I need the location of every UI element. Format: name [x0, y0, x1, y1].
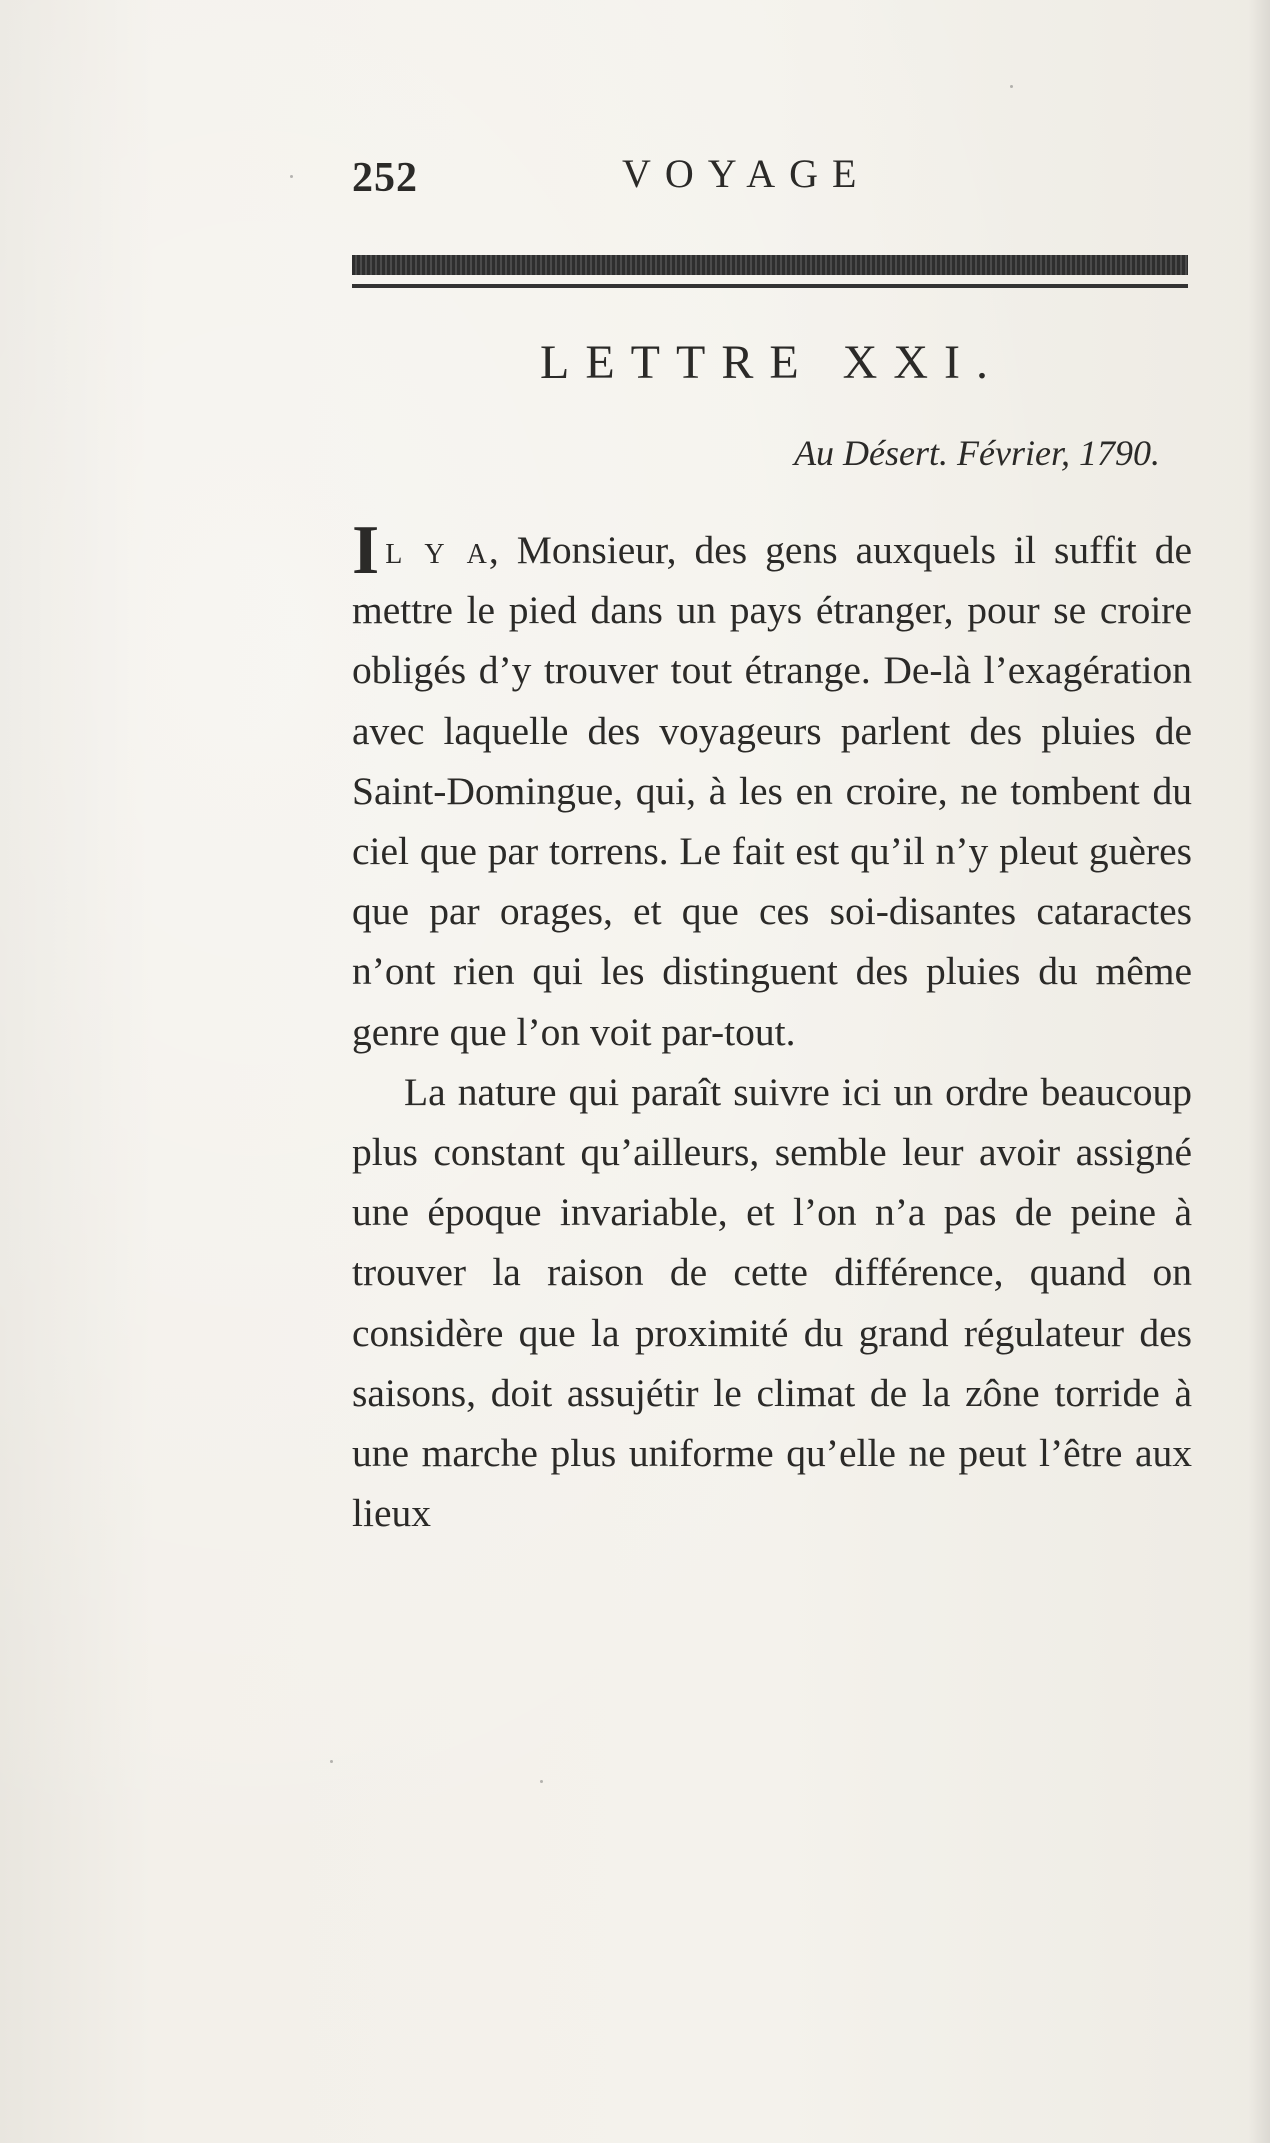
dateline: Au Désert. Février, 1790.: [794, 433, 1160, 473]
paper-speck: [330, 1760, 333, 1763]
page-header: [352, 150, 1192, 210]
paper-speck: [290, 175, 293, 178]
header-rule-thick: [352, 255, 1188, 275]
letter-title: LETTRE XXI.: [540, 336, 1004, 389]
running-head: VOYAGE: [622, 151, 871, 196]
drop-cap: I: [352, 512, 380, 589]
page-number: 252: [352, 155, 418, 201]
paper-speck: [540, 1780, 543, 1783]
paragraph-2: La nature qui paraît suivre ici un ordre beaucoup plus constant qu’ailleurs, semble leur avoir assigné une époque invariable, et l’on n’a pas de peine à trouver la raison de cette différence, quand on considère que la proximité du grand régulateur des saisons, doit assujétir le climat de la zône torride à une marche plus uniforme qu’elle ne peut l’être aux lieux: [352, 1069, 1192, 1536]
opening-small-caps: l y a: [385, 528, 489, 572]
paragraph-1: [352, 512, 1193, 1062]
page-gutter-shadow: [1248, 0, 1270, 2143]
paragraph-1-text: , Monsieur, des gens auxquels il suffit de mettre le pied dans un pays étranger, pour se croire obligés d’y trouver tout étrange. De-là l’exagération avec laquelle des voyageurs parlent des pluies de Saint-Domingue, qui, à les en croire, ne tombent du ciel que par torrens. Le fait est qu’il n’y pleut guères que par orages, et que ces soi-disantes cataractes n’ont rien qui les distinguent des pluies du même genre que l’on voit par-tout.: [352, 528, 1193, 1054]
header-rule-thin: [352, 284, 1188, 288]
paper-speck: [1010, 85, 1013, 88]
body-text: [352, 512, 1193, 1543]
